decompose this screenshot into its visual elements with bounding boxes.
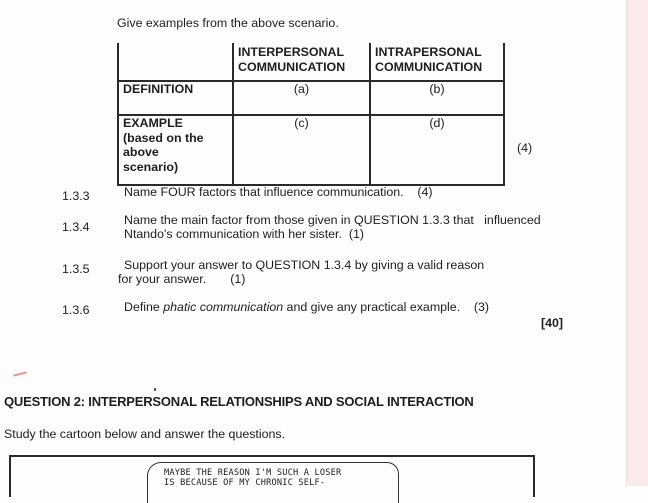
bubble-line2: IS BECAUSE OF MY CHRONIC SELF-: [164, 478, 326, 488]
header-intrapersonal: [370, 43, 504, 81]
speck: [154, 388, 156, 391]
question-1-3-6-post: and give any practical example.: [283, 300, 461, 314]
table-marks: (4): [517, 141, 533, 155]
communication-comparison-table: [117, 43, 505, 186]
row-label-example: [118, 115, 233, 185]
question-1-3-4-line2-text: Ntando's communication with her sister.: [124, 227, 342, 241]
cell-b: (b): [370, 81, 504, 115]
intro-instruction: Give examples from the above scenario.: [117, 16, 339, 30]
speech-bubble-text: [164, 468, 341, 488]
question-1-3-4-marks: (1): [348, 227, 364, 241]
cell-c: (c): [233, 115, 370, 185]
header-interpersonal: [233, 43, 370, 81]
question-number-1-3-3: 1.3.3: [62, 189, 90, 203]
speech-bubble: [147, 462, 399, 503]
question-1-3-3-text: Name FOUR factors that influence communication.: [124, 185, 404, 199]
row-label-example-line4: scenario): [123, 159, 179, 174]
row-label-definition: DEFINITION: [118, 81, 233, 115]
question-1-3-5-line2-text: for your answer.: [118, 272, 207, 286]
question-1-3-4-line2: [124, 227, 541, 241]
table-row-definition: [118, 81, 504, 115]
question-1-3-5-line2: [118, 272, 245, 286]
question-1-3-4: [124, 213, 541, 241]
question-1-3-6: [124, 300, 489, 314]
question-number-1-3-5: 1.3.5: [62, 262, 90, 276]
header-intrapersonal-line2: COMMUNICATION: [375, 59, 483, 74]
question-1-3-5-line1: Support your answer to QUESTION 1.3.4 by giving a valid reason: [124, 258, 485, 272]
header-intrapersonal-line1: INTRAPERSONAL: [375, 45, 482, 59]
question-1-3-3-marks: (4): [417, 185, 433, 199]
question-1-3-4-line1: Name the main factor from those given in QUESTION 1.3.3 that influenced: [124, 213, 541, 227]
page-margin-strip: [626, 0, 648, 486]
question-1-3-6-term: phatic communication: [163, 300, 284, 314]
question-1-3-6-pre: Define: [124, 300, 164, 314]
table-corner-cell: [118, 43, 233, 81]
row-label-example-line1: EXAMPLE: [123, 116, 183, 130]
bubble-line1: MAYBE THE REASON I'M SUCH A LOSER: [164, 468, 342, 478]
header-interpersonal-line1: INTERPERSONAL: [238, 45, 345, 59]
pen-mark: [13, 371, 27, 376]
question-1-3-5-marks: (1): [230, 272, 246, 286]
cell-d: (d): [370, 115, 504, 185]
cartoon-frame: [9, 455, 535, 497]
table-row-example: [118, 115, 504, 185]
question-1-3-6-marks: (3): [473, 300, 490, 314]
row-label-example-line3: above: [123, 145, 159, 159]
row-label-example-line2: (based on the: [123, 130, 204, 145]
section-total: [40]: [541, 316, 564, 330]
cell-a: (a): [233, 81, 370, 115]
question2-instruction: Study the cartoon below and answer the questions.: [4, 427, 286, 441]
question-number-1-3-4: 1.3.4: [62, 220, 90, 234]
question-1-3-3: [124, 185, 433, 199]
question2-title: QUESTION 2: INTERPERSONAL RELATIONSHIPS AND SOCIAL INTERACTION: [4, 394, 474, 409]
question-number-1-3-6: 1.3.6: [62, 303, 90, 317]
header-interpersonal-line2: COMMUNICATION: [238, 59, 346, 74]
